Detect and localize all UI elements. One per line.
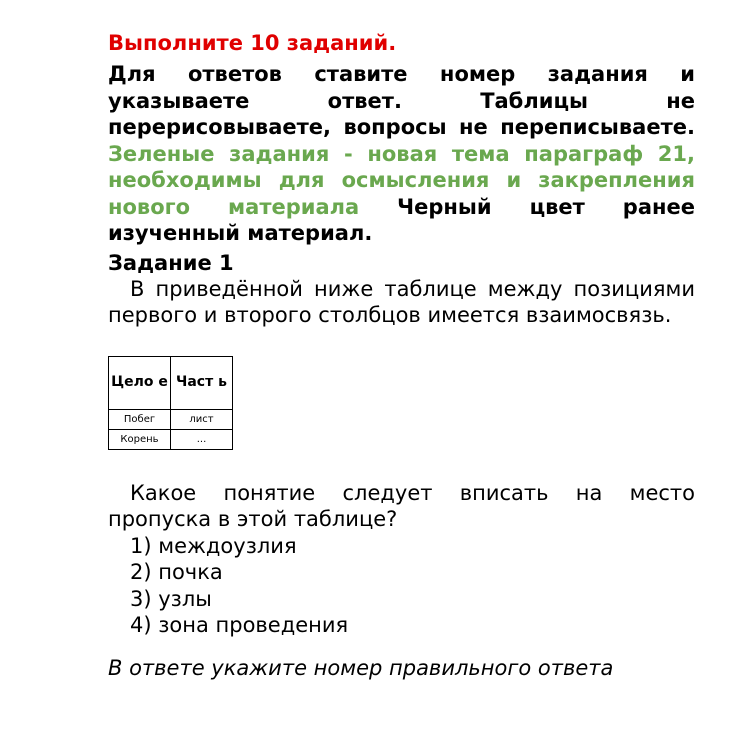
table-cell: Корень <box>109 429 171 449</box>
list-item: 3) узлы <box>130 586 212 611</box>
table-header-whole: Цело е <box>109 356 171 409</box>
table-row <box>109 429 233 449</box>
table-cell: Побег <box>109 409 171 429</box>
table-header-row <box>109 356 233 409</box>
list-item: 2) почка <box>130 560 223 584</box>
task-question: Какое понятие следует вписать на место пропуска в этой таблице? <box>108 480 695 531</box>
table-cell: ... <box>171 429 233 449</box>
instructions-green-part: Зеленые задания - новая тема параграф 21, необходимы для осмысления и закрепления нового материала <box>108 141 695 219</box>
table-cell: лист <box>171 409 233 429</box>
relation-table <box>108 356 233 450</box>
answer-note: В ответе укажите номер правильного ответа <box>108 655 614 680</box>
list-item: 1) междоузлия <box>130 533 297 558</box>
answer-options <box>108 533 695 639</box>
table-header-part: Част ь <box>171 356 233 409</box>
task-heading: Задание 1 <box>108 250 234 275</box>
instructions-paragraph <box>108 61 695 247</box>
task-description: В приведённой ниже таблице между позициями первого и второго столбцов имеется взаимосвязь. <box>108 276 695 327</box>
list-item: 4) зона проведения <box>130 613 349 637</box>
table-row <box>109 409 233 429</box>
document-page <box>108 30 695 681</box>
document-title: Выполните 10 заданий. <box>108 31 397 55</box>
instructions-part1: Для ответов ставите номер задания и указываете ответ. Таблицы не перерисовываете, вопросы не переписываете. <box>108 62 695 139</box>
instructions-part3: Черный цвет ранее изученный материал. <box>108 194 695 245</box>
